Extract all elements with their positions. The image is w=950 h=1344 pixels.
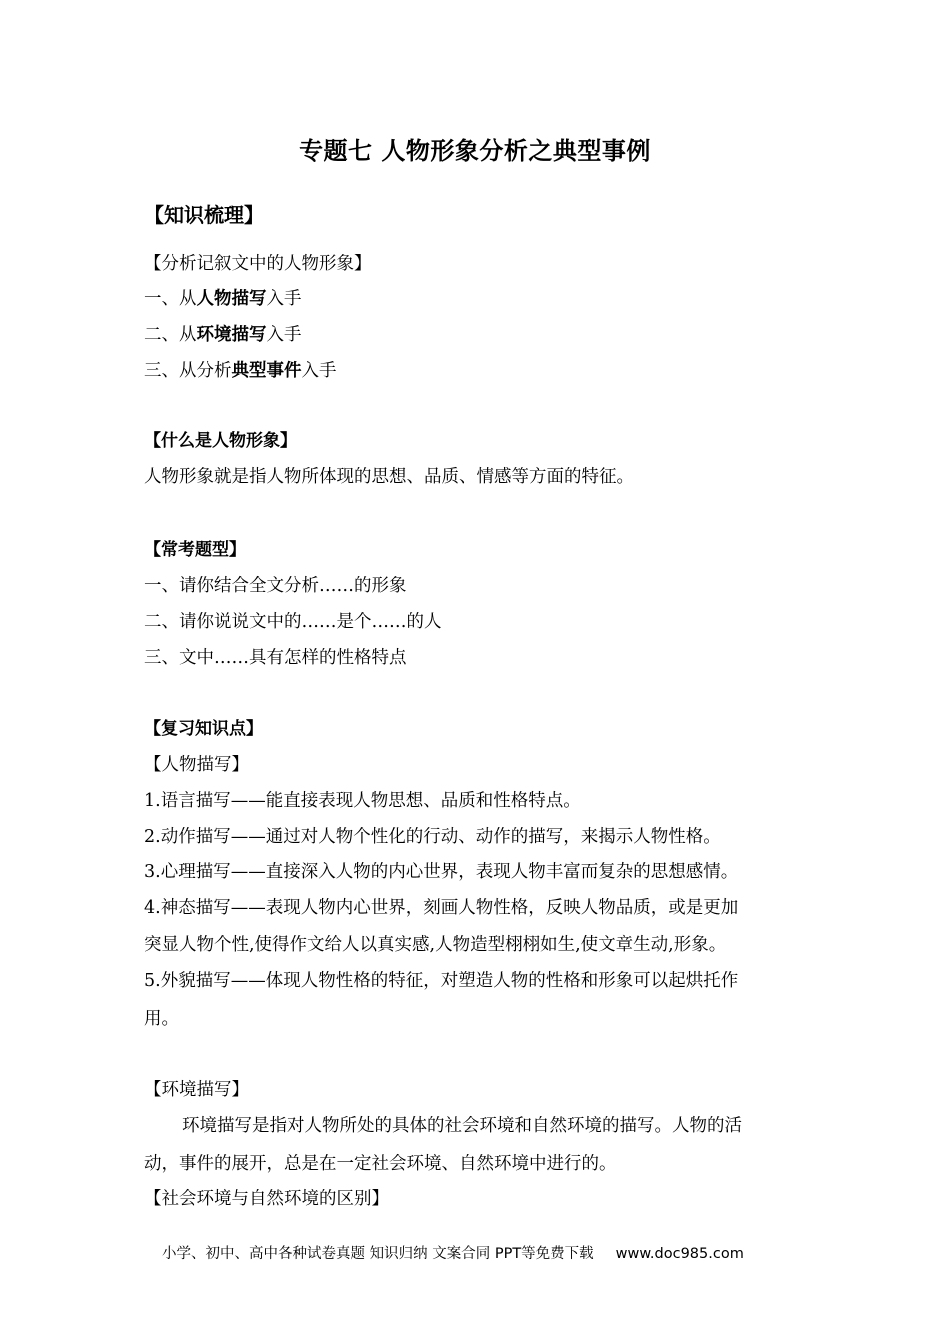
list-item xyxy=(144,322,302,348)
subheading-environment-difference: 【社会环境与自然环境的区别】 xyxy=(144,1189,389,1209)
list-item-keyword: 典型事件 xyxy=(231,361,302,381)
section-heading-question-types: 【常考题型】 xyxy=(144,540,246,560)
list-item-prefix: 二、从 xyxy=(144,325,197,345)
page-footer xyxy=(162,1242,744,1266)
paragraph-line: 环境描写是指对人物所处的具体的社会环境和自然环境的描写。人物的活 xyxy=(182,1116,742,1136)
list-item-keyword: 环境描写 xyxy=(196,325,267,345)
paragraph-definition: 人物形象就是指人物所体现的思想、品质、情感等方面的特征。 xyxy=(144,467,634,487)
paragraph-line: 5.外貌描写——体现人物性格的特征，对塑造人物的性格和形象可以起烘托作 xyxy=(144,971,739,991)
list-item: 二、请你说说文中的……是个……的人 xyxy=(144,612,442,632)
subheading-analysis: 【分析记叙文中的人物形象】 xyxy=(144,254,372,274)
list-item: 一、请你结合全文分析……的形象 xyxy=(144,576,407,596)
list-item-keyword: 人物描写 xyxy=(196,289,267,309)
list-item-suffix: 入手 xyxy=(266,325,302,345)
page-title: 专题七 人物形象分析之典型事例 xyxy=(299,137,651,165)
list-item: 三、文中……具有怎样的性格特点 xyxy=(144,648,407,668)
subheading-character-description: 【人物描写】 xyxy=(144,755,249,775)
paragraph-line: 动，事件的展开，总是在一定社会环境、自然环境中进行的。 xyxy=(144,1154,617,1174)
section-heading-knowledge: 【知识梳理】 xyxy=(144,203,264,227)
paragraph-line: 1.语言描写——能直接表现人物思想、品质和性格特点。 xyxy=(144,791,581,811)
list-item-suffix: 入手 xyxy=(266,289,302,309)
paragraph-line: 4.神态描写——表现人物内心世界，刻画人物性格，反映人物品质，或是更加 xyxy=(144,898,739,918)
section-heading-character-image: 【什么是人物形象】 xyxy=(144,431,297,451)
paragraph-line: 3.心理描写——直接深入人物的内心世界，表现人物丰富而复杂的思想感情。 xyxy=(144,862,739,882)
list-item-suffix: 入手 xyxy=(301,361,337,381)
paragraph-line: 突显人物个性,使得作文给人以真实感,人物造型栩栩如生,使文章生动,形象。 xyxy=(144,935,727,955)
list-item-prefix: 一、从 xyxy=(144,289,197,309)
subheading-environment-description: 【环境描写】 xyxy=(144,1080,249,1100)
list-item xyxy=(144,286,302,312)
paragraph-line: 2.动作描写——通过对人物个性化的行动、动作的描写，来揭示人物性格。 xyxy=(144,827,721,847)
section-heading-review: 【复习知识点】 xyxy=(144,719,263,739)
list-item xyxy=(144,358,337,384)
paragraph-line: 用。 xyxy=(144,1009,179,1029)
list-item-prefix: 三、从分析 xyxy=(144,361,232,381)
footer-site-link[interactable]: www.doc985.com xyxy=(615,1246,744,1262)
footer-text: 小学、初中、高中各种试卷真题 知识归纳 文案合同 PPT等免费下载 xyxy=(162,1246,594,1262)
